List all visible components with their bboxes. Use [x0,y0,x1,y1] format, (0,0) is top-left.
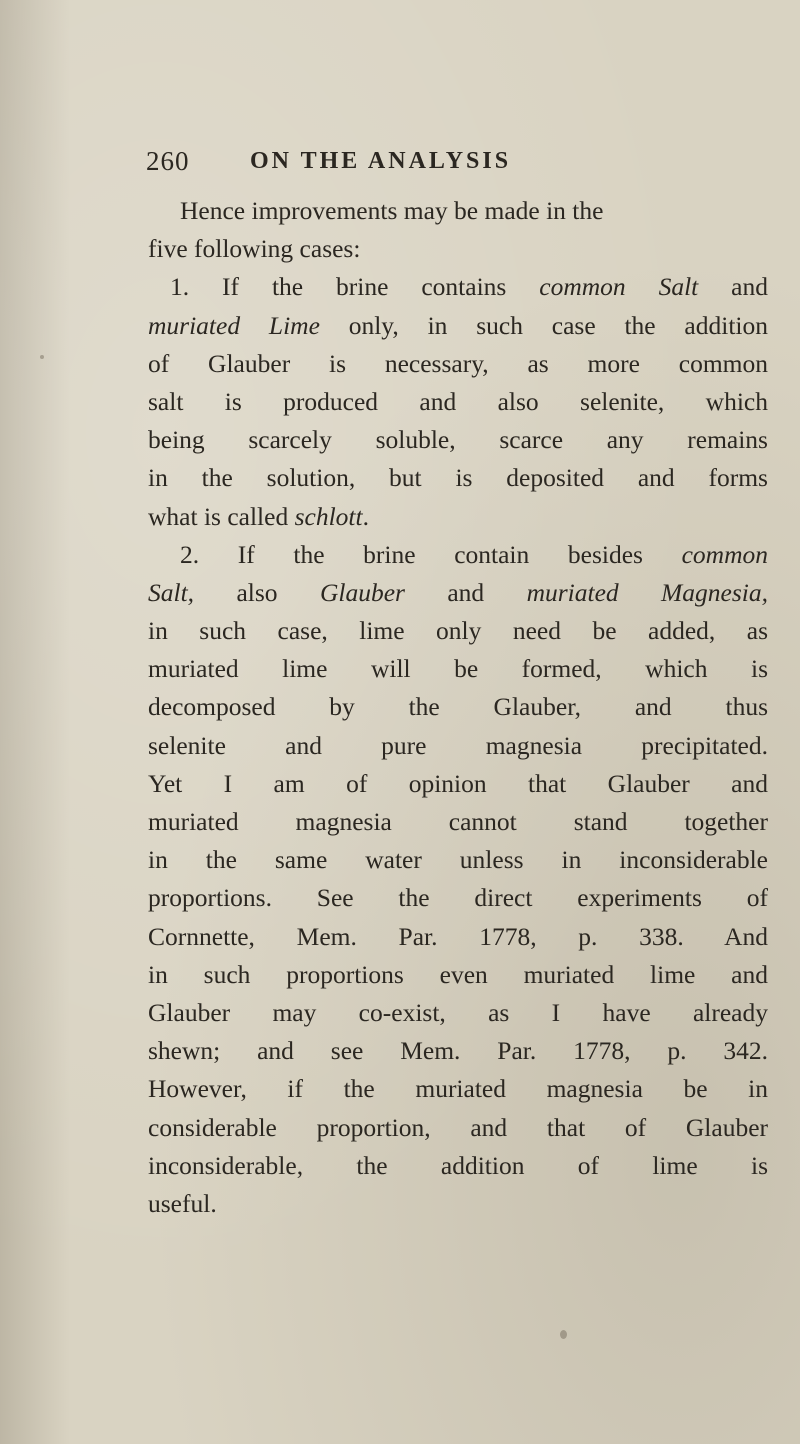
text-line [148,1032,768,1070]
italic-run: muriated Lime [148,310,320,340]
text-line [148,841,768,879]
text-line [148,192,768,230]
italic-run: Glauber [319,577,405,607]
body-text [148,192,768,1223]
text-run: muriated magnesia cannot stand together [148,807,768,836]
text-line [148,650,768,688]
text-run: Glauber may co-exist, as I have already [148,997,768,1027]
text-line [148,383,768,421]
text-run: inconsiderable, the addition of lime is [148,1150,768,1180]
text-line [148,918,768,956]
text-run: selenite and pure magnesia precipitated. [148,730,768,760]
running-head [138,146,738,186]
text-run: in such case, lime only need be added, as [148,616,768,646]
text-line [148,1147,768,1185]
text-run: . [362,501,369,531]
text-run: of Glauber is necessary, as more common [148,348,768,378]
text-line [148,765,768,803]
text-line [148,574,768,612]
text-line [148,1109,768,1147]
italic-run: schlott [294,501,363,531]
text-line [148,612,768,650]
italic-run: muriated Magnesia, [526,577,768,607]
text-run: in such proportions even muriated lime and [148,959,768,989]
text-run: However, if the muriated magnesia be in [148,1074,768,1104]
text-run: decomposed by the Glauber, and thus [148,692,768,722]
text-line [148,307,768,345]
text-line [148,803,768,841]
text-run: salt is produced and also selenite, which [148,386,768,416]
page-number: 260 [146,146,190,176]
text-run: shewn; and see Mem. Par. 1778, p. 342. [148,1036,768,1066]
text-run: Cornnette, Mem. Par. 1778, p. 338. And [148,921,768,951]
text-line [148,994,768,1032]
text-run: 1. If the brine contains [170,272,540,302]
text-line [148,345,768,383]
text-run: in the solution, but is deposited and forms [148,463,768,493]
text-line [148,421,768,459]
ink-speck [560,1330,567,1339]
text-line [148,1185,768,1223]
text-line [148,727,768,765]
text-run: what is called [148,501,295,531]
text-run: useful. [148,1188,217,1218]
text-line [148,536,768,574]
text-run: only, in such case the addition [319,310,768,340]
text-run: Hence improvements may be made in the [180,196,604,225]
text-line [148,956,768,994]
text-run: 2. If the brine contain besides [180,539,682,569]
text-line [148,688,768,726]
text-run: being scarcely soluble, scarce any remains [148,425,768,455]
text-line [148,459,768,497]
text-run: muriated lime will be formed, which is [148,654,768,684]
italic-run: Salt, [148,577,195,607]
text-run: also [194,577,320,607]
italic-run: common Salt [539,272,699,302]
italic-run: common [681,539,768,569]
text-run: proportions. See the direct experiments of [148,883,768,913]
text-line [148,230,768,268]
text-run: Yet I am of opinion that Glauber and [148,768,768,798]
ink-speck [40,355,44,359]
text-run: and [404,577,527,607]
text-line [148,498,768,536]
text-line [148,268,768,306]
text-run: five following cases: [148,234,361,264]
text-run: in the same water unless in inconsiderable [148,845,768,875]
text-line [148,879,768,917]
text-run: and [698,272,768,302]
text-line [148,1070,768,1108]
text-run: considerable proportion, and that of Glauber [148,1112,768,1142]
running-head-title: ON THE ANALYSIS [250,148,512,174]
